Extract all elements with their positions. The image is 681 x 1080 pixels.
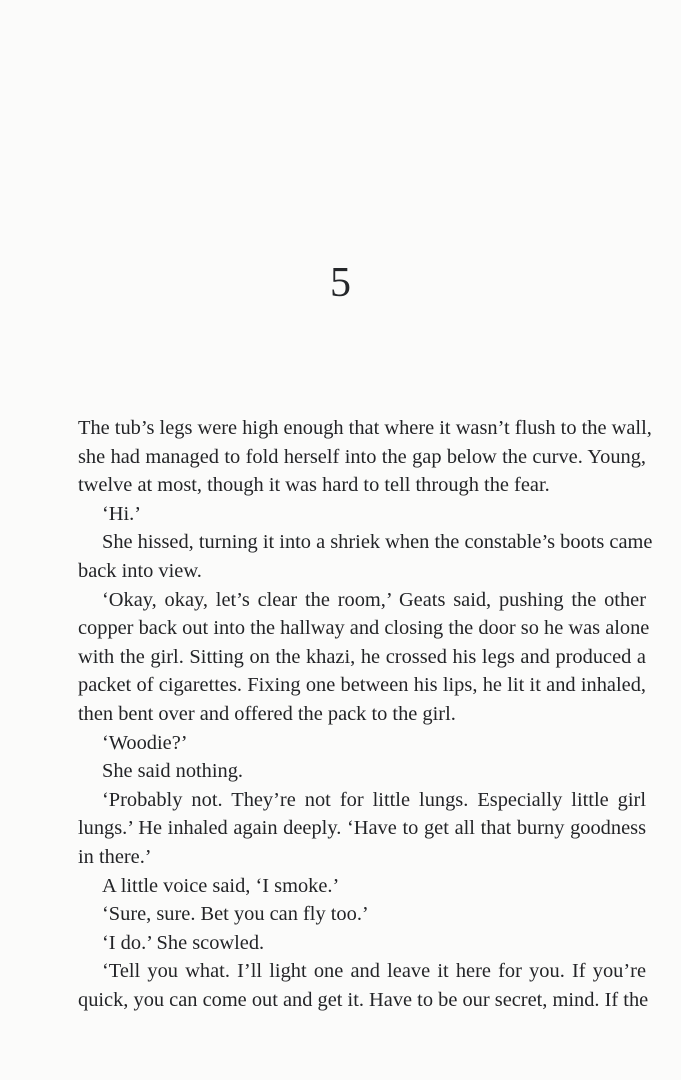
text-line: ‘Hi.’ [102,502,142,525]
text-line: A little voice said, ‘I smoke.’ [102,874,340,897]
text-line: quick, you can come out and get it. Have to be our secret, mind. If the [78,988,649,1011]
text-line: twelve at most, though it was hard to tell through the fear. [78,474,550,497]
text-line: in there.’ [78,845,152,868]
text-line: back into view. [78,559,202,582]
text-line: She said nothing. [102,760,244,783]
text-line: then bent over and offered the pack to the girl. [78,702,456,725]
text-line: packet of cigarettes. Fixing one between his lips, he lit it and inhaled, [78,674,646,697]
text-line: She hissed, turning it into a shriek when the constable’s boots came [102,531,653,554]
text-line: she had managed to fold herself into the gap below the curve. Young, [78,445,646,468]
text-line: ‘Tell you what. I’ll light one and leave it here for you. If you’re [102,960,646,983]
text-line: copper back out into the hallway and closing the door so he was alone [78,617,650,640]
text-line: The tub’s legs were high enough that where it wasn’t flush to the wall, [78,417,652,439]
body-text [78,414,653,1014]
text-line: ‘Woodie?’ [102,731,188,754]
text-line: ‘Probably not. They’re not for little lungs. Especially little girl [102,788,646,811]
text-line: ‘Sure, sure. Bet you can fly too.’ [102,903,369,926]
text-line: ‘Okay, okay, let’s clear the room,’ Geats said, pushing the other [102,588,646,611]
text-line: with the girl. Sitting on the khazi, he crossed his legs and produced a [78,645,646,668]
chapter-number: 5 [330,260,351,306]
text-line: ‘I do.’ She scowled. [102,931,265,954]
text-line: lungs.’ He inhaled again deeply. ‘Have to get all that burny goodness [78,817,646,840]
